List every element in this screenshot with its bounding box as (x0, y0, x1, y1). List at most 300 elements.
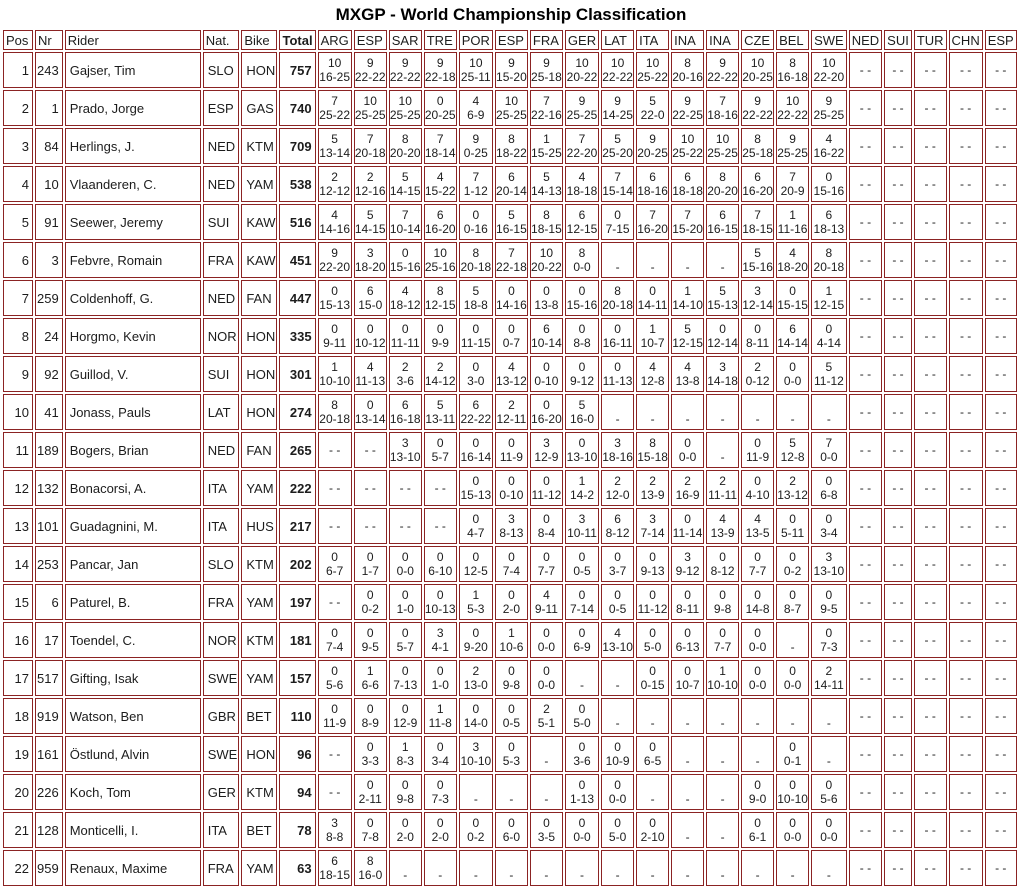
race-cell-notheld: - - (389, 508, 422, 544)
race-score: 20-18 (813, 260, 845, 274)
race-points (460, 854, 492, 868)
race-score: 1-7 (361, 564, 379, 578)
rider-name: Gifting, Isak (65, 660, 201, 696)
race-cell (671, 546, 704, 582)
race-cell (495, 508, 528, 544)
race-points: 8 (436, 284, 444, 298)
race-points: 5 (436, 398, 444, 412)
race-cell (495, 394, 528, 430)
race-points (460, 778, 492, 792)
race-cell (318, 546, 352, 582)
race-cell (318, 622, 352, 658)
race-cell (601, 52, 634, 88)
race-points: 6 (614, 512, 621, 526)
race-cell-notheld: - - (849, 584, 882, 620)
race-points: 7 (754, 208, 761, 222)
rider-name: Koch, Tom (65, 774, 201, 810)
nr-cell: 92 (35, 356, 63, 392)
race-points: 1 (578, 474, 586, 488)
race-score: 9-12 (569, 374, 594, 388)
race-cell (424, 356, 457, 392)
race-cell-notheld: - - (884, 52, 912, 88)
race-points (637, 778, 668, 792)
race-cell (706, 622, 739, 658)
race-score: 2-0 (431, 830, 449, 844)
race-score: 14-10 (672, 298, 703, 312)
race-points: 0 (401, 246, 409, 260)
race-cell (706, 546, 739, 582)
race-cell (706, 204, 739, 240)
race-cell-notheld: - - (949, 850, 983, 886)
race-cell (318, 166, 352, 202)
race-cell (530, 318, 563, 354)
race-cell (530, 128, 563, 164)
race-score: - (720, 450, 725, 464)
race-cell (565, 166, 599, 202)
race-score: 0-0 (820, 450, 838, 464)
race-points: 0 (472, 550, 480, 564)
race-cell-notheld: - - (849, 736, 882, 772)
race-cell (706, 470, 739, 506)
race-cell (706, 318, 739, 354)
race-points: 0 (331, 664, 338, 678)
nr-cell: 24 (35, 318, 63, 354)
race-points (531, 740, 562, 754)
race-cell (636, 584, 669, 620)
race-cell (424, 736, 457, 772)
race-cell (565, 242, 599, 278)
race-points: 0 (543, 550, 550, 564)
race-cell (424, 546, 457, 582)
race-cell (530, 280, 563, 316)
race-points: 0 (789, 512, 796, 526)
race-points: 0 (366, 702, 374, 716)
race-points (707, 436, 738, 450)
race-score: - (790, 640, 795, 654)
nr-cell: 10 (35, 166, 63, 202)
race-cell (389, 812, 422, 848)
race-cell (424, 774, 457, 810)
race-score: 0-0 (678, 450, 697, 464)
race-score: 14-11 (813, 678, 844, 692)
race-points: 0 (401, 626, 409, 640)
race-cell-notheld: - - (914, 432, 947, 468)
race-cell (389, 774, 422, 810)
race-points (602, 702, 633, 716)
race-cell-empty (776, 698, 809, 734)
race-points: 1 (436, 702, 444, 716)
race-score: 25-16 (424, 260, 456, 274)
race-cell (459, 660, 493, 696)
race-points: 0 (754, 322, 761, 336)
race-points: 9 (789, 132, 796, 146)
race-score: 11-9 (499, 450, 523, 464)
race-points: 10 (575, 56, 589, 70)
bike-cell: BET (241, 812, 277, 848)
race-cell (671, 204, 704, 240)
race-points: 4 (472, 94, 480, 108)
race-points (707, 398, 738, 412)
race-score: - (755, 754, 760, 768)
race-score: 12-14 (742, 298, 773, 312)
race-score: 10-9 (605, 754, 630, 768)
race-points (637, 854, 668, 868)
race-cell-notheld: - - (849, 432, 882, 468)
race-cell-notheld: - - (949, 166, 983, 202)
race-points: 4 (684, 360, 691, 374)
race-cell (636, 508, 669, 544)
race-score: 22-22 (777, 108, 808, 122)
race-score: 15-0 (358, 298, 383, 312)
race-points: 2 (825, 664, 833, 678)
race-score: 10-14 (389, 222, 421, 236)
race-points: 0 (614, 816, 621, 830)
race-points: 0 (331, 626, 338, 640)
race-cell-notheld: - - (914, 128, 947, 164)
col-header-cze-18: CZE (741, 30, 774, 50)
race-points: 1 (825, 284, 833, 298)
race-score: 18-15 (531, 222, 562, 236)
race-cell (565, 736, 599, 772)
rider-name: Paturel, B. (65, 584, 201, 620)
race-score: 15-16 (566, 298, 598, 312)
pos-cell: 9 (3, 356, 33, 392)
pos-cell: 21 (3, 812, 33, 848)
race-points: 0 (825, 170, 833, 184)
race-score: 7-4 (325, 640, 344, 654)
table-row (3, 812, 1017, 848)
race-score: 18-15 (742, 222, 773, 236)
total-cell: 217 (279, 508, 315, 544)
race-score: 13-14 (354, 412, 386, 426)
race-score: 14-12 (424, 374, 456, 388)
race-score: 0-7 (502, 336, 521, 350)
race-points (496, 854, 527, 868)
race-cell-notheld: - - (884, 280, 912, 316)
race-points: 6 (472, 398, 480, 412)
race-score: - (438, 868, 443, 882)
rider-name: Bogers, Brian (65, 432, 201, 468)
race-score: 9-12 (675, 564, 700, 578)
race-score: 18-18 (672, 184, 703, 198)
race-points: 2 (401, 360, 409, 374)
race-cell (318, 356, 352, 392)
race-cell (495, 660, 528, 696)
race-score: 10-10 (319, 374, 350, 388)
race-points: 0 (331, 550, 338, 564)
race-points: 0 (436, 436, 444, 450)
race-score: 10-7 (675, 678, 700, 692)
race-cell (671, 660, 704, 696)
race-cell (671, 470, 704, 506)
race-score: 15-16 (813, 184, 845, 198)
race-points (602, 664, 633, 678)
race-points: 6 (684, 170, 691, 184)
race-cell (601, 774, 634, 810)
race-score: 12-16 (354, 184, 386, 198)
race-cell-empty (671, 242, 704, 278)
race-score: 22-20 (813, 70, 845, 84)
race-cell (671, 318, 704, 354)
race-cell (459, 394, 493, 430)
bike-cell: FAN (241, 280, 277, 316)
race-cell-notheld: - - (985, 736, 1017, 772)
race-points: 0 (543, 816, 550, 830)
nr-cell: 517 (35, 660, 63, 696)
race-cell-empty (741, 394, 774, 430)
race-cell-notheld: - - (949, 204, 983, 240)
race-cell (459, 128, 493, 164)
race-score: 20-25 (424, 108, 456, 122)
race-cell-notheld: - - (949, 128, 983, 164)
race-cell-notheld: - - (949, 280, 983, 316)
race-cell (706, 584, 739, 620)
race-score: 13-5 (745, 526, 770, 540)
race-score: 3-6 (396, 374, 414, 388)
race-points (390, 854, 421, 868)
race-cell (671, 356, 704, 392)
race-cell (354, 90, 387, 126)
race-cell-empty (601, 698, 634, 734)
race-score: 16-11 (602, 336, 633, 350)
race-points (531, 778, 562, 792)
race-score: 10-11 (567, 526, 597, 540)
race-cell-notheld: - - (849, 90, 882, 126)
race-points: 0 (472, 436, 480, 450)
race-score: 22-0 (640, 108, 665, 122)
race-cell (389, 204, 422, 240)
race-cell (776, 280, 809, 316)
race-points: 8 (578, 246, 586, 260)
race-cell-notheld: - - (914, 242, 947, 278)
race-cell (459, 470, 493, 506)
table-row (3, 52, 1017, 88)
header-row (3, 30, 1017, 50)
race-score: - (720, 830, 725, 844)
race-score: 0-5 (573, 564, 591, 578)
bike-cell: KTM (241, 622, 277, 658)
col-header-rider-2: Rider (65, 30, 201, 50)
bike-cell: HON (241, 394, 277, 430)
race-points: 4 (436, 170, 444, 184)
race-points: 10 (504, 94, 519, 108)
race-points (707, 854, 738, 868)
nat-cell: NED (203, 280, 240, 316)
total-cell: 197 (279, 584, 315, 620)
race-points: 0 (578, 550, 586, 564)
race-score: 15-13 (460, 488, 492, 502)
race-cell-notheld: - - (914, 90, 947, 126)
race-score: 8-4 (537, 526, 556, 540)
race-cell-empty (811, 850, 847, 886)
race-score: 12-8 (640, 374, 665, 388)
pos-cell: 14 (3, 546, 33, 582)
race-cell (776, 584, 809, 620)
race-cell (459, 432, 493, 468)
race-score: 0-1 (783, 754, 802, 768)
race-cell (811, 508, 847, 544)
race-points: 8 (649, 436, 656, 450)
race-cell (389, 166, 422, 202)
race-cell (318, 90, 352, 126)
nat-cell: ITA (203, 508, 240, 544)
race-score: 12-12 (319, 184, 350, 198)
race-cell (601, 432, 634, 468)
race-score: 2-11 (358, 792, 382, 806)
race-cell (389, 660, 422, 696)
race-score: 15-13 (707, 298, 738, 312)
race-score: 16-14 (460, 450, 492, 464)
race-cell (354, 660, 387, 696)
race-cell (354, 356, 387, 392)
race-cell-notheld: - - (849, 774, 882, 810)
race-cell-empty (565, 850, 599, 886)
total-cell: 181 (279, 622, 315, 658)
race-points: 10 (327, 56, 342, 70)
race-points (566, 854, 598, 868)
race-points: 1 (401, 740, 409, 754)
race-cell-notheld: - - (985, 52, 1017, 88)
race-points: 8 (825, 246, 833, 260)
race-score: 15-18 (637, 450, 668, 464)
race-points: 3 (543, 436, 550, 450)
race-score: 20-18 (319, 412, 350, 426)
race-score: 8-12 (605, 526, 630, 540)
race-cell-notheld: - - (318, 584, 352, 620)
race-cell-notheld: - - (884, 660, 912, 696)
race-points: 0 (825, 778, 833, 792)
col-header-fra-12: FRA (530, 30, 563, 50)
race-cell (318, 698, 352, 734)
race-cell-notheld: - - (884, 546, 912, 582)
race-cell-notheld: - - (354, 432, 387, 468)
race-score: 7-14 (640, 526, 665, 540)
race-score: 14-8 (745, 602, 770, 616)
race-score: 18-15 (319, 868, 350, 882)
race-points: 0 (825, 816, 833, 830)
race-cell-notheld: - - (318, 736, 352, 772)
race-score: 8-11 (746, 336, 770, 350)
race-cell (776, 546, 809, 582)
race-score: 10-6 (499, 640, 524, 654)
race-cell-empty (811, 736, 847, 772)
race-score: 7-3 (820, 640, 838, 654)
race-cell-notheld: - - (884, 850, 912, 886)
race-points: 9 (543, 56, 550, 70)
race-points: 5 (719, 284, 726, 298)
nat-cell: FRA (203, 850, 240, 886)
race-points: 3 (719, 360, 726, 374)
race-cell (706, 166, 739, 202)
race-cell (776, 318, 809, 354)
race-points: 0 (614, 322, 621, 336)
race-score: 11-12 (637, 602, 668, 616)
race-score: 10-13 (424, 602, 456, 616)
race-cell (601, 128, 634, 164)
race-score: 12-9 (393, 716, 418, 730)
total-cell: 516 (279, 204, 315, 240)
race-points: 1 (508, 626, 515, 640)
race-score: 18-22 (496, 146, 527, 160)
race-points (637, 246, 668, 260)
race-points: 7 (331, 94, 338, 108)
race-points: 0 (754, 816, 761, 830)
race-points: 0 (649, 740, 656, 754)
race-cell-notheld: - - (985, 850, 1017, 886)
race-score: 7-13 (393, 678, 418, 692)
total-cell: 202 (279, 546, 315, 582)
race-points: 0 (719, 550, 726, 564)
race-cell (741, 242, 774, 278)
race-points (777, 626, 808, 640)
race-cell (601, 204, 634, 240)
table-row (3, 470, 1017, 506)
race-points: 7 (789, 170, 796, 184)
race-points: 0 (754, 474, 761, 488)
race-points: 4 (825, 132, 833, 146)
page-title: MXGP - World Championship Classification (335, 5, 687, 24)
race-score: 0-0 (608, 792, 627, 806)
race-cell (636, 52, 669, 88)
race-cell (565, 204, 599, 240)
race-points: 8 (754, 132, 761, 146)
nat-cell: GBR (203, 698, 240, 734)
race-cell (706, 356, 739, 392)
race-cell (459, 546, 493, 582)
race-score: 16-20 (531, 412, 562, 426)
table-row (3, 128, 1017, 164)
race-cell (495, 546, 528, 582)
race-cell (741, 584, 774, 620)
race-cell (706, 90, 739, 126)
race-cell-empty (741, 698, 774, 734)
race-points (672, 246, 703, 260)
race-cell (389, 356, 422, 392)
race-cell-empty (459, 850, 493, 886)
race-points: 2 (719, 474, 726, 488)
race-cell (811, 660, 847, 696)
race-score: 7-15 (605, 222, 630, 236)
race-score: - (615, 260, 620, 274)
race-points (672, 816, 703, 830)
race-points: 5 (825, 360, 833, 374)
race-points (707, 246, 738, 260)
race-points (742, 702, 773, 716)
race-points: 0 (789, 284, 796, 298)
race-cell (354, 318, 387, 354)
race-points: 9 (436, 56, 444, 70)
race-cell-notheld: - - (949, 356, 983, 392)
race-points: 9 (578, 94, 586, 108)
race-points: 0 (684, 626, 691, 640)
race-cell (636, 546, 669, 582)
race-points: 0 (366, 398, 374, 412)
race-cell-notheld: - - (949, 660, 983, 696)
race-points: 4 (614, 626, 621, 640)
race-points: 3 (825, 550, 833, 564)
race-score: - (826, 868, 831, 882)
race-score: 15-16 (742, 260, 773, 274)
race-points: 7 (472, 170, 480, 184)
race-cell (776, 432, 809, 468)
race-score: 14-18 (707, 374, 738, 388)
total-cell: 96 (279, 736, 315, 772)
race-score: 5-3 (502, 754, 521, 768)
race-cell-notheld: - - (949, 812, 983, 848)
race-cell (601, 622, 634, 658)
race-cell (776, 774, 809, 810)
race-cell (495, 204, 528, 240)
